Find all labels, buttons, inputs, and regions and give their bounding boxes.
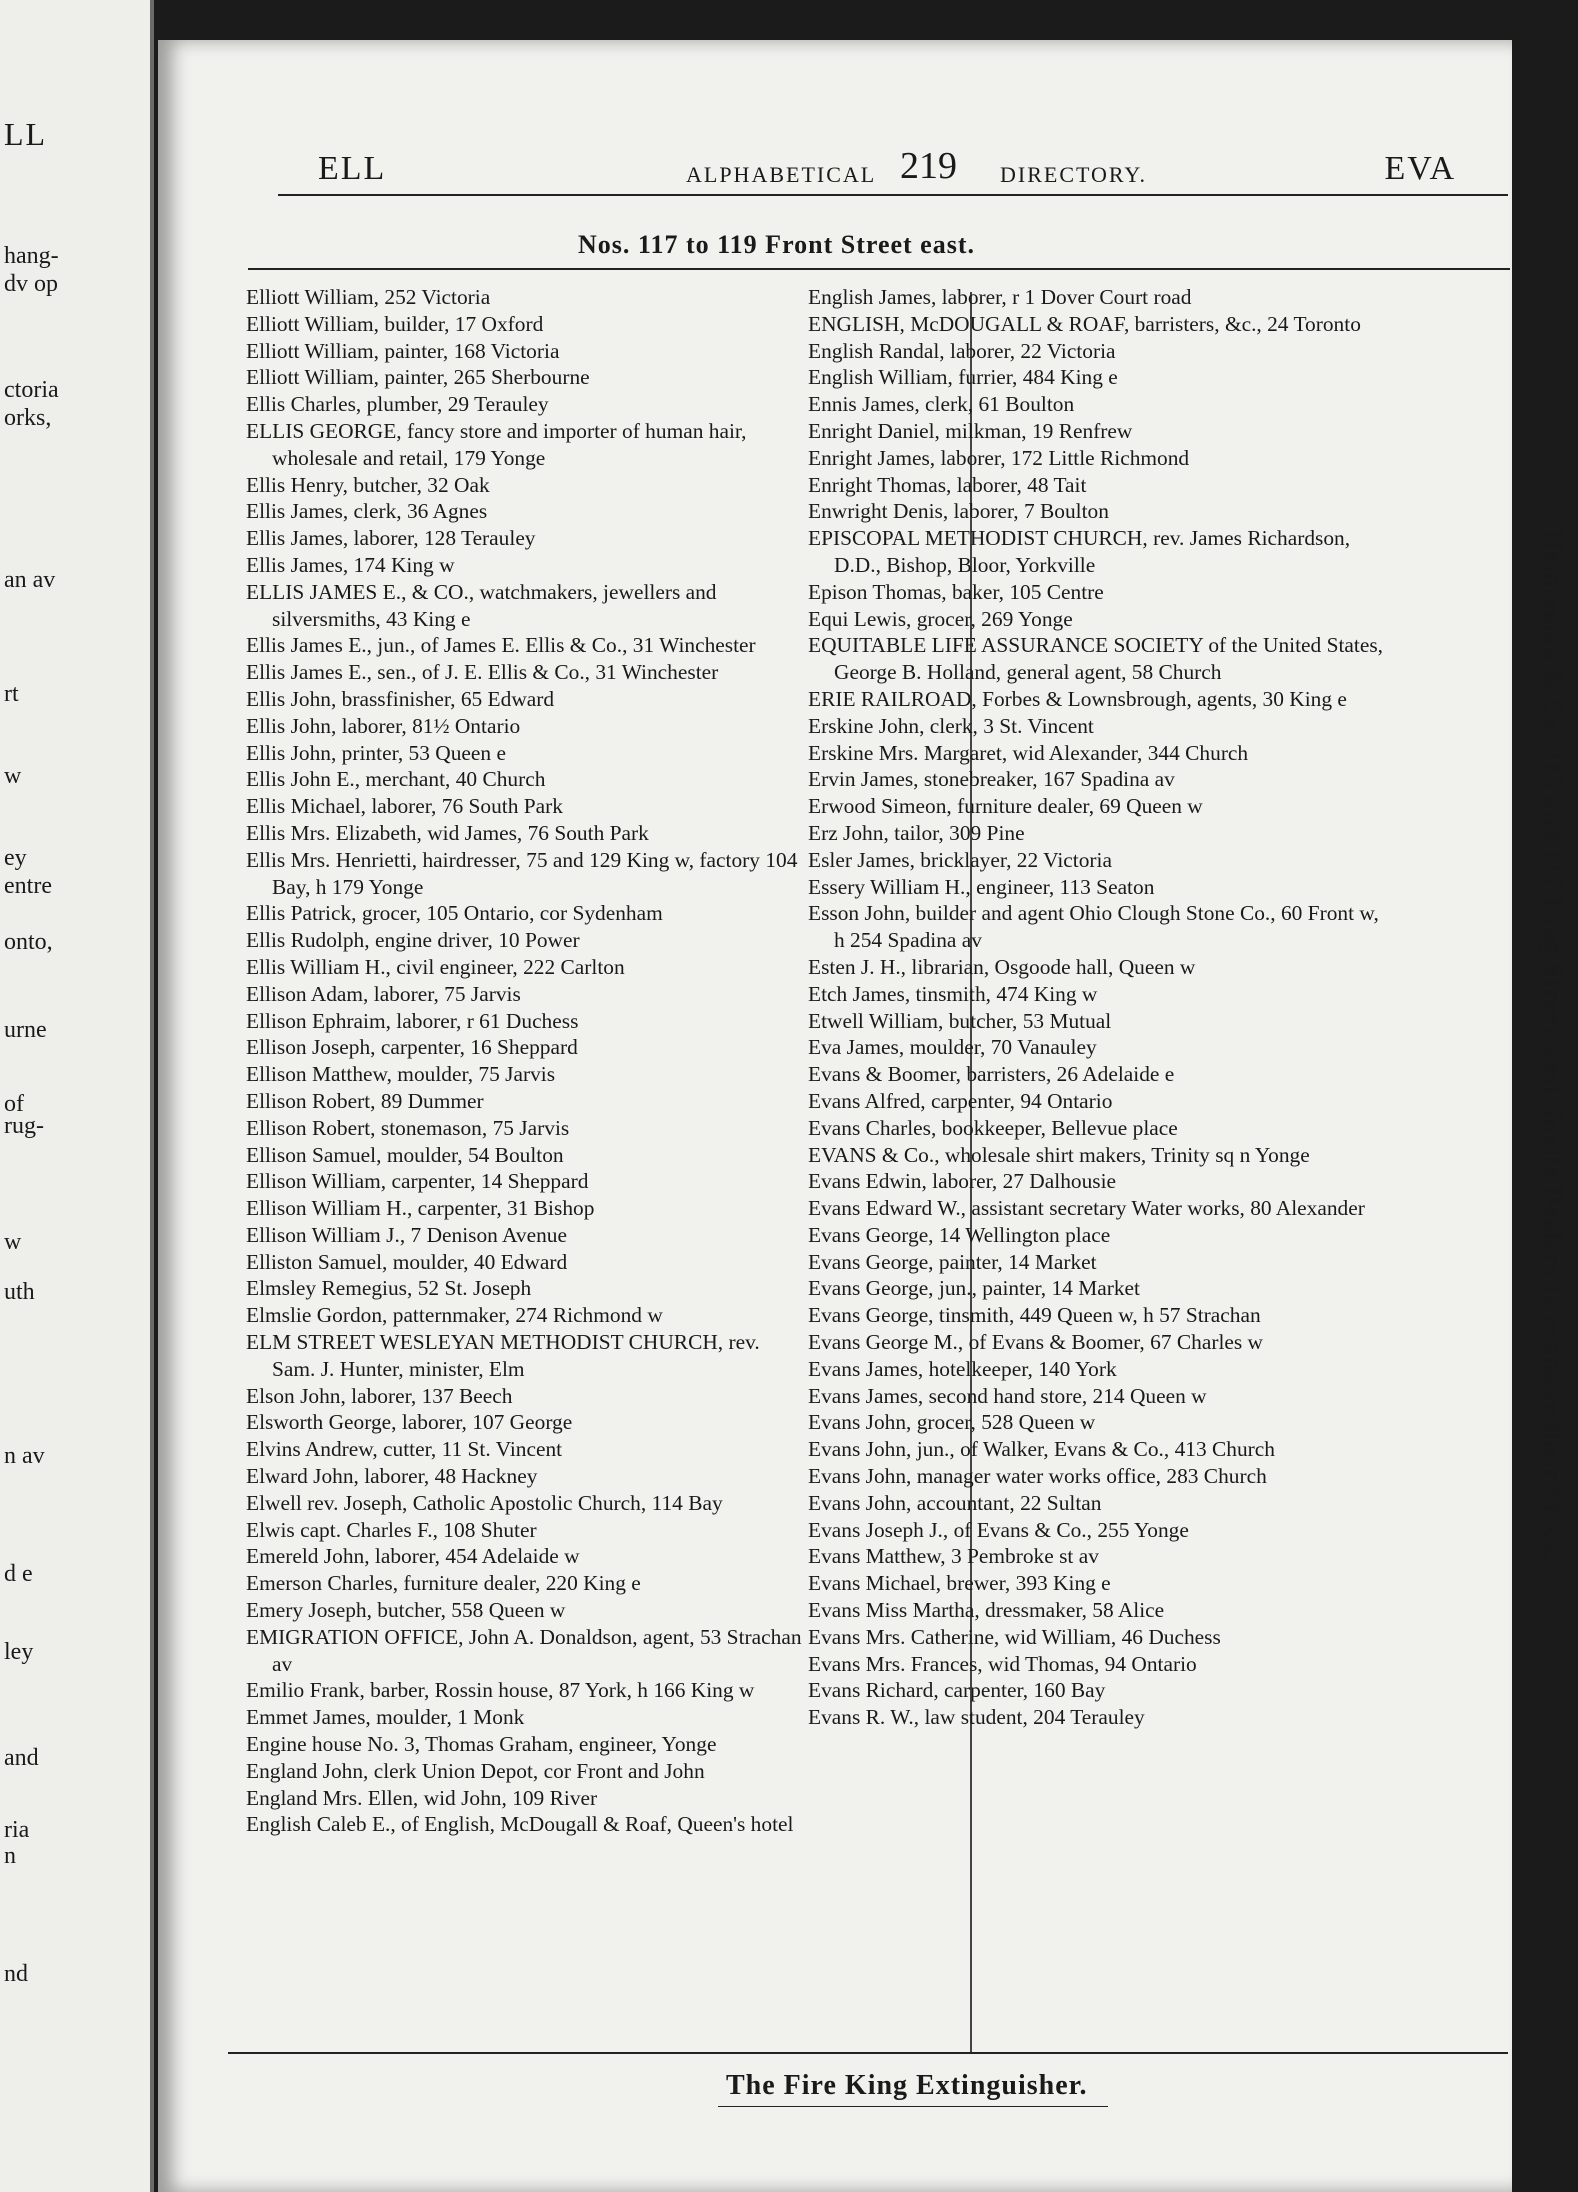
directory-entry: English Randal, laborer, 22 Victoria [808, 338, 1116, 363]
directory-entry: Ennis James, clerk, 61 Boulton [808, 392, 1075, 417]
footer-rule [228, 2052, 1508, 2054]
facing-page-fragment-text: dv op [4, 271, 58, 297]
directory-entry: Enwright Denis, laborer, 7 Boulton [808, 499, 1109, 524]
side-advertisement-text: Heintzman & Co. 115 and 117 King Street west, invite Dealers to examine their Stock. [1539, 530, 1568, 1563]
directory-entry: Erskine John, clerk, 3 St. Vincent [808, 713, 1094, 738]
directory-entry: ENGLISH, McDOUGALL & ROAF, barristers, &c., 24 Toronto [808, 311, 1361, 336]
facing-page-fragment-text: orks, [4, 405, 52, 431]
directory-entry: Ellis Mrs. Henrietti, hairdresser, 75 and 129 King w, factory 104 Bay, h 179 Yonge [246, 847, 798, 899]
running-head [278, 136, 1508, 188]
directory-entry: Ellis John, brassfinisher, 65 Edward [246, 686, 555, 711]
directory-entry: Ellis John, laborer, 81½ Ontario [246, 713, 521, 738]
directory-entry: Erskine Mrs. Margaret, wid Alexander, 344 Church [808, 740, 1249, 765]
directory-entry: Elliott William, builder, 17 Oxford [246, 311, 544, 336]
directory-entry: Evans George, 14 Wellington place [808, 1222, 1111, 1247]
directory-page [158, 40, 1568, 2192]
facing-page-fragment-text: ctoria [4, 377, 59, 403]
directory-entry: Evans George M., of Evans & Boomer, 67 Charles w [808, 1330, 1263, 1355]
facing-page-fragment-text: d e [4, 1561, 33, 1587]
directory-entry: Evans Charles, bookkeeper, Bellevue place [808, 1115, 1178, 1140]
header-alphabetical: ALPHABETICAL [686, 162, 877, 187]
facing-page-fragment-text: urne [4, 1017, 47, 1043]
directory-entry: Ellis James E., jun., of James E. Ellis & Co., 31 Winchester [246, 633, 756, 658]
directory-entry: Emmet James, moulder, 1 Monk [246, 1705, 525, 1730]
directory-entry: Evans & Boomer, barristers, 26 Adelaide e [808, 1062, 1175, 1087]
bottom-ad-underline [718, 2106, 1108, 2107]
directory-entry: Evans George, painter, 14 Market [808, 1249, 1097, 1274]
directory-entry: Evans Mrs. Catherine, wid William, 46 Duchess [808, 1624, 1221, 1649]
directory-entry: Ellis Mrs. Elizabeth, wid James, 76 South Park [246, 820, 649, 845]
directory-entry: Ellison Ephraim, laborer, r 61 Duchess [246, 1008, 579, 1033]
directory-entry: England Mrs. Ellen, wid John, 109 River [246, 1785, 598, 1810]
directory-entry: Evans Joseph J., of Evans & Co., 255 Yonge [808, 1517, 1189, 1542]
directory-entry: Ellis James, laborer, 128 Terauley [246, 526, 536, 551]
directory-entry: Evans R. W., law student, 204 Terauley [808, 1705, 1145, 1730]
directory-entry: EQUITABLE LIFE ASSURANCE SOCIETY of the United States, George B. Holland, general agent, 58 Church [808, 633, 1384, 685]
facing-page-fragment-text: n av [4, 1443, 45, 1469]
directory-entry: English James, laborer, r 1 Dover Court road [808, 285, 1192, 309]
directory-entry: Evans John, manager water works office, 283 Church [808, 1464, 1267, 1489]
directory-entry: Elmsley Remegius, 52 St. Joseph [246, 1276, 532, 1301]
header-directory: DIRECTORY. [1000, 162, 1147, 187]
directory-entry: Enright Thomas, laborer, 48 Tait [808, 472, 1087, 497]
directory-entry: Enright James, laborer, 172 Little Richmond [808, 445, 1190, 470]
facing-page-fragment-text: entre [4, 873, 52, 899]
directory-entry: Elliott William, 252 Victoria [246, 285, 491, 309]
directory-entry: Enright Daniel, milkman, 19 Renfrew [808, 418, 1133, 443]
directory-entry: Erz John, tailor, 309 Pine [808, 820, 1025, 845]
side-advertisement [1538, 530, 1578, 2030]
header-left-guide: ELL [318, 150, 387, 187]
directory-entry: Elwis capt. Charles F., 108 Shuter [246, 1517, 537, 1542]
directory-entry: Ellis William H., civil engineer, 222 Carlton [246, 954, 625, 979]
directory-entry: English William, furrier, 484 King e [808, 365, 1118, 390]
directory-entry: England John, clerk Union Depot, cor Front and John [246, 1758, 705, 1783]
directory-entry: ELLIS GEORGE, fancy store and importer of human hair, wholesale and retail, 179 Yonge [246, 418, 747, 470]
directory-entry: Evans John, jun., of Walker, Evans & Co., 413 Church [808, 1437, 1275, 1462]
right-column [808, 284, 1390, 1731]
directory-entry: Erwood Simeon, furniture dealer, 69 Queen w [808, 794, 1203, 819]
directory-entry: Ellis Henry, butcher, 32 Oak [246, 472, 490, 497]
directory-entry: Elvins Andrew, cutter, 11 St. Vincent [246, 1437, 563, 1462]
facing-page-fragment-text: n [4, 1843, 16, 1869]
directory-entry: Ellison William, carpenter, 14 Sheppard [246, 1169, 589, 1194]
directory-entry: Elward John, laborer, 48 Hackney [246, 1464, 538, 1489]
directory-entry: Etch James, tinsmith, 474 King w [808, 981, 1098, 1006]
directory-entry: EVANS & Co., wholesale shirt makers, Trinity sq n Yonge [808, 1142, 1310, 1167]
directory-entry: Ellis James E., sen., of J. E. Ellis & Co., 31 Winchester [246, 660, 719, 685]
directory-entry: Emilio Frank, barber, Rossin house, 87 York, h 166 King w [246, 1678, 755, 1703]
directory-entry: Ellison Adam, laborer, 75 Jarvis [246, 981, 521, 1006]
facing-page-fragment [0, 0, 154, 2192]
facing-page-fragment-text: rug- [4, 1113, 44, 1139]
directory-entry: Emerson Charles, furniture dealer, 220 King e [246, 1571, 641, 1596]
directory-entry: Evans George, jun., painter, 14 Market [808, 1276, 1140, 1301]
bottom-advertisement: The Fire King Extinguisher. [726, 2070, 1088, 2101]
directory-entry: ERIE RAILROAD, Forbes & Lownsbrough, agents, 30 King e [808, 686, 1347, 711]
directory-entry: EMIGRATION OFFICE, John A. Donaldson, agent, 53 Strachan av [246, 1624, 802, 1676]
facing-page-fragment-text: ria [4, 1817, 30, 1843]
facing-page-fragment-text: an av [4, 567, 56, 593]
facing-page-fragment-text: w [4, 1229, 22, 1255]
directory-entry: Emery Joseph, butcher, 558 Queen w [246, 1598, 566, 1623]
directory-entry: Ellis James, 174 King w [246, 552, 455, 577]
facing-page-fragment-text: w [4, 763, 22, 789]
directory-entry: Ellison Joseph, carpenter, 16 Sheppard [246, 1035, 578, 1060]
left-column [246, 284, 806, 1838]
directory-entry: Elson John, laborer, 137 Beech [246, 1383, 513, 1408]
directory-entry: Engine house No. 3, Thomas Graham, engineer, Yonge [246, 1732, 717, 1757]
directory-entry: Ellis John, printer, 53 Queen e [246, 740, 506, 765]
directory-entry: Ellison Robert, stonemason, 75 Jarvis [246, 1115, 570, 1140]
header-rule [278, 194, 1508, 196]
directory-entry: Elliott William, painter, 168 Victoria [246, 338, 560, 363]
header-right-guide: EVA [1384, 150, 1456, 187]
directory-entry: Evans Mrs. Frances, wid Thomas, 94 Ontario [808, 1651, 1197, 1676]
directory-entry: ELM STREET WESLEYAN METHODIST CHURCH, rev. Sam. J. Hunter, minister, Elm [246, 1330, 760, 1381]
directory-entry: Ellis Rudolph, engine driver, 10 Power [246, 928, 580, 953]
directory-entry: Esten J. H., librarian, Osgoode hall, Queen w [808, 954, 1196, 979]
directory-entry: Evans Edward W., assistant secretary Water works, 80 Alexander [808, 1196, 1365, 1221]
directory-entry: Ellis John E., merchant, 40 Church [246, 767, 546, 792]
directory-entry: Evans Michael, brewer, 393 King e [808, 1571, 1111, 1596]
directory-entry: Evans John, grocer, 528 Queen w [808, 1410, 1096, 1435]
directory-entry: Ellis James, clerk, 36 Agnes [246, 499, 488, 524]
directory-entry: Evans Edwin, laborer, 27 Dalhousie [808, 1169, 1117, 1194]
directory-entry: Ellison Matthew, moulder, 75 Jarvis [246, 1062, 556, 1087]
directory-entry: Epison Thomas, baker, 105 Centre [808, 579, 1104, 604]
directory-entry: Ellis Charles, plumber, 29 Terauley [246, 392, 549, 417]
facing-page-fragment-text: ey [4, 845, 27, 871]
facing-page-fragment-text: ley [4, 1639, 34, 1665]
directory-entry: EPISCOPAL METHODIST CHURCH, rev. James Richardson, D.D., Bishop, Bloor, Yorkville [808, 526, 1351, 577]
directory-entry: Esson John, builder and agent Ohio Clough Stone Co., 60 Front w, h 254 Spadina av [808, 901, 1379, 953]
directory-entry: Ellison Robert, 89 Dummer [246, 1088, 484, 1113]
directory-entry: Ellison William J., 7 Denison Avenue [246, 1222, 567, 1247]
directory-entry: Elmslie Gordon, patternmaker, 274 Richmond w [246, 1303, 663, 1328]
page-number: 219 [900, 145, 957, 187]
directory-entry: Evans Matthew, 3 Pembroke st av [808, 1544, 1099, 1569]
directory-entry: Ellis Patrick, grocer, 105 Ontario, cor Sydenham [246, 901, 663, 926]
directory-entry: Elwell rev. Joseph, Catholic Apostolic Church, 114 Bay [246, 1490, 723, 1515]
facing-page-fragment-text: onto, [4, 929, 53, 955]
directory-entry: Esler James, bricklayer, 22 Victoria [808, 847, 1112, 872]
directory-entry: ELLIS JAMES E., & CO., watchmakers, jewellers and silversmiths, 43 King e [246, 579, 717, 631]
directory-entry: Essery William H., engineer, 113 Seaton [808, 874, 1155, 899]
directory-entry: Equi Lewis, grocer, 269 Yonge [808, 606, 1073, 631]
facing-page-fragment-text: hang- [4, 243, 59, 269]
facing-page-fragment-text: and [4, 1745, 39, 1771]
directory-entry: Evans John, accountant, 22 Sultan [808, 1490, 1102, 1515]
directory-entry: Emereld John, laborer, 454 Adelaide w [246, 1544, 580, 1569]
facing-page-fragment-text: nd [4, 1961, 28, 1987]
directory-entry: Eva James, moulder, 70 Vanauley [808, 1035, 1097, 1060]
directory-entry: Ellis Michael, laborer, 76 South Park [246, 794, 563, 819]
ad-rule-top [248, 268, 1510, 270]
directory-entry: Evans James, hotelkeeper, 140 York [808, 1356, 1117, 1381]
directory-entry: Ervin James, stonebreaker, 167 Spadina av [808, 767, 1175, 792]
directory-entry: Elsworth George, laborer, 107 George [246, 1410, 573, 1435]
facing-page-fragment-text: uth [4, 1279, 35, 1305]
directory-entry: Ellison William H., carpenter, 31 Bishop [246, 1196, 595, 1221]
facing-page-fragment-text: of [4, 1091, 24, 1117]
directory-entry: Evans James, second hand store, 214 Queen w [808, 1383, 1207, 1408]
facing-page-fragment-text: LL [4, 116, 48, 152]
directory-entry: Evans Alfred, carpenter, 94 Ontario [808, 1088, 1113, 1113]
top-advertisement: Nos. 117 to 119 Front Street east. [578, 230, 975, 259]
directory-entry: Evans Miss Martha, dressmaker, 58 Alice [808, 1598, 1165, 1623]
directory-entry: Evans Richard, carpenter, 160 Bay [808, 1678, 1106, 1703]
directory-entry: Ellison Samuel, moulder, 54 Boulton [246, 1142, 564, 1167]
directory-entry: Evans George, tinsmith, 449 Queen w, h 57 Strachan [808, 1303, 1261, 1328]
directory-entry: Etwell William, butcher, 53 Mutual [808, 1008, 1112, 1033]
directory-entry: Elliott William, painter, 265 Sherbourne [246, 365, 590, 390]
facing-page-fragment-text: rt [4, 681, 19, 707]
directory-entry: Elliston Samuel, moulder, 40 Edward [246, 1249, 568, 1274]
directory-entry: English Caleb E., of English, McDougall & Roaf, Queen's hotel [246, 1812, 794, 1837]
